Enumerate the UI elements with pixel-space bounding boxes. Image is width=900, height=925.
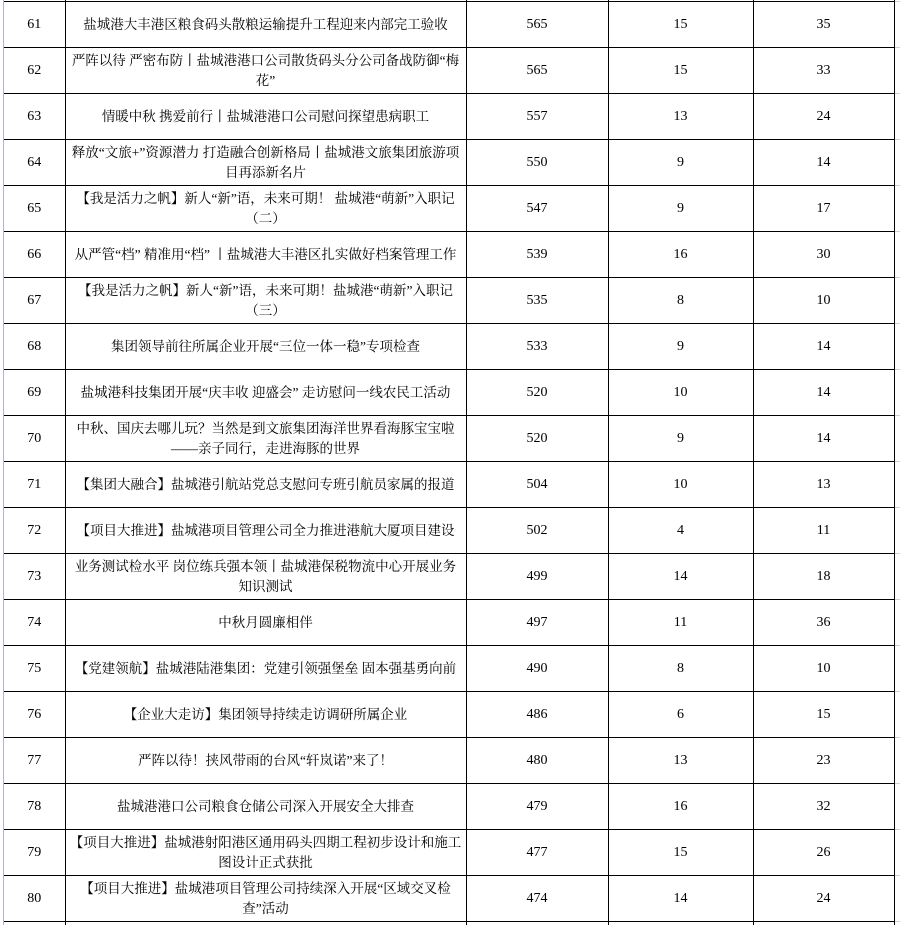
metric3-cell[interactable]: 24 — [753, 94, 894, 140]
rank-cell[interactable]: 68 — [4, 324, 65, 370]
metric2-cell[interactable]: 16 — [608, 784, 753, 830]
metric1-cell[interactable]: 502 — [466, 508, 608, 554]
table-row — [4, 48, 894, 94]
title-cell[interactable]: 从严管“档” 精准用“档” 丨盐城港大丰港区扎实做好档案管理工作 — [65, 232, 466, 278]
sheet-gridline-stubs — [895, 1, 900, 925]
partial-cell — [466, 922, 608, 925]
table-row — [4, 324, 894, 370]
title-cell[interactable]: 情暖中秋 携爱前行丨盐城港港口公司慰问探望患病职工 — [65, 94, 466, 140]
rank-cell[interactable]: 64 — [4, 140, 65, 186]
table-row — [4, 232, 894, 278]
partial-cell — [65, 922, 466, 925]
metric3-cell[interactable]: 35 — [753, 2, 894, 48]
rank-cell[interactable]: 76 — [4, 692, 65, 738]
title-cell[interactable]: 【我是活力之帆】新人“新”语，未来可期！ 盐城港“萌新”入职记（二） — [65, 186, 466, 232]
metric3-cell[interactable]: 23 — [753, 738, 894, 784]
metric3-cell[interactable]: 26 — [753, 830, 894, 876]
metric2-cell[interactable]: 9 — [608, 324, 753, 370]
title-cell[interactable]: 集团领导前往所属企业开展“三位一体一稳”专项检查 — [65, 324, 466, 370]
metric1-cell[interactable]: 535 — [466, 278, 608, 324]
rank-cell[interactable]: 63 — [4, 94, 65, 140]
metric1-cell[interactable]: 497 — [466, 600, 608, 646]
table-row — [4, 416, 894, 462]
table-row — [4, 508, 894, 554]
metric2-cell[interactable]: 9 — [608, 186, 753, 232]
title-cell[interactable]: 严阵以待 严密布防丨盐城港港口公司散货码头分公司备战防御“梅花” — [65, 48, 466, 94]
title-cell[interactable]: 严阵以待！挟风带雨的台风“轩岚诺”来了！ — [65, 738, 466, 784]
title-cell[interactable]: 【集团大融合】盐城港引航站党总支慰问专班引航员家属的报道 — [65, 462, 466, 508]
rank-cell[interactable]: 73 — [4, 554, 65, 600]
rank-cell[interactable]: 79 — [4, 830, 65, 876]
metric1-cell[interactable]: 550 — [466, 140, 608, 186]
metric2-cell[interactable]: 6 — [608, 692, 753, 738]
metric2-cell[interactable]: 13 — [608, 738, 753, 784]
rank-cell[interactable]: 80 — [4, 876, 65, 922]
metric3-cell[interactable]: 24 — [753, 876, 894, 922]
metric1-cell[interactable]: 499 — [466, 554, 608, 600]
metric2-cell[interactable]: 14 — [608, 876, 753, 922]
metric2-cell[interactable]: 14 — [608, 554, 753, 600]
title-cell[interactable]: 【项目大推进】盐城港项目管理公司全力推进港航大厦项目建设 — [65, 508, 466, 554]
metric1-cell[interactable]: 533 — [466, 324, 608, 370]
rank-cell[interactable]: 62 — [4, 48, 65, 94]
metric3-cell[interactable]: 14 — [753, 370, 894, 416]
metric1-cell[interactable]: 557 — [466, 94, 608, 140]
rank-cell[interactable]: 69 — [4, 370, 65, 416]
partial-row-bottom — [4, 922, 894, 925]
metric2-cell[interactable]: 9 — [608, 416, 753, 462]
title-cell[interactable]: 业务测试检水平 岗位练兵强本领丨盐城港保税物流中心开展业务知识测试 — [65, 554, 466, 600]
metric1-cell[interactable]: 520 — [466, 370, 608, 416]
title-cell[interactable]: 释放“文旅+”资源潜力 打造融合创新格局丨盐城港文旅集团旅游项目再添新名片 — [65, 140, 466, 186]
table-row — [4, 186, 894, 232]
metric3-cell[interactable]: 10 — [753, 646, 894, 692]
metric3-cell[interactable]: 10 — [753, 278, 894, 324]
metric2-cell[interactable]: 11 — [608, 600, 753, 646]
rank-cell[interactable]: 67 — [4, 278, 65, 324]
metric3-cell[interactable]: 17 — [753, 186, 894, 232]
metric3-cell[interactable]: 13 — [753, 462, 894, 508]
table-row — [4, 600, 894, 646]
metric3-cell[interactable]: 11 — [753, 508, 894, 554]
table-row — [4, 646, 894, 692]
rank-cell[interactable]: 72 — [4, 508, 65, 554]
rank-cell[interactable]: 74 — [4, 600, 65, 646]
title-cell[interactable]: 【我是活力之帆】新人“新”语，未来可期！盐城港“萌新”入职记（三） — [65, 278, 466, 324]
table-row — [4, 784, 894, 830]
table-row — [4, 830, 894, 876]
table-row — [4, 278, 894, 324]
metric1-cell[interactable]: 477 — [466, 830, 608, 876]
metric1-cell[interactable]: 490 — [466, 646, 608, 692]
title-cell[interactable]: 【项目大推进】盐城港射阳港区通用码头四期工程初步设计和施工图设计正式获批 — [65, 830, 466, 876]
metric1-cell[interactable]: 474 — [466, 876, 608, 922]
partial-cell — [608, 922, 753, 925]
metric3-cell[interactable]: 14 — [753, 140, 894, 186]
table-row — [4, 370, 894, 416]
metric1-cell[interactable]: 486 — [466, 692, 608, 738]
title-cell[interactable]: 中秋、国庆去哪儿玩？当然是到文旅集团海洋世界看海豚宝宝啦——亲子同行，走进海豚的世界 — [65, 416, 466, 462]
table-row — [4, 2, 894, 48]
title-cell[interactable]: 【项目大推进】盐城港项目管理公司持续深入开展“区域交叉检查”活动 — [65, 876, 466, 922]
metric3-cell[interactable]: 36 — [753, 600, 894, 646]
metric2-cell[interactable]: 15 — [608, 830, 753, 876]
rank-cell[interactable]: 61 — [4, 2, 65, 48]
metric1-cell[interactable]: 520 — [466, 416, 608, 462]
metric3-cell[interactable]: 14 — [753, 416, 894, 462]
partial-cell — [4, 922, 65, 925]
metric3-cell[interactable]: 15 — [753, 692, 894, 738]
table-row — [4, 738, 894, 784]
title-cell[interactable]: 盐城港科技集团开展“庆丰收 迎盛会” 走访慰问一线农民工活动 — [65, 370, 466, 416]
title-cell[interactable]: 盐城港港口公司粮食仓储公司深入开展安全大排查 — [65, 784, 466, 830]
title-cell[interactable]: 【企业大走访】集团领导持续走访调研所属企业 — [65, 692, 466, 738]
metric3-cell[interactable]: 30 — [753, 232, 894, 278]
metric2-cell[interactable]: 8 — [608, 646, 753, 692]
title-cell[interactable]: 中秋月圆廉相伴 — [65, 600, 466, 646]
rank-cell[interactable]: 71 — [4, 462, 65, 508]
rank-cell[interactable]: 77 — [4, 738, 65, 784]
metric2-cell[interactable]: 9 — [608, 140, 753, 186]
metric2-cell[interactable]: 8 — [608, 278, 753, 324]
title-cell[interactable]: 【党建领航】盐城港陆港集团：党建引领强堡垒 固本强基勇向前 — [65, 646, 466, 692]
metric2-cell[interactable]: 15 — [608, 48, 753, 94]
table-row — [4, 140, 894, 186]
table-row — [4, 554, 894, 600]
metric2-cell[interactable]: 16 — [608, 232, 753, 278]
metric3-cell[interactable]: 18 — [753, 554, 894, 600]
metric2-cell[interactable]: 15 — [608, 2, 753, 48]
article-stats-table — [4, 0, 895, 925]
metric1-cell[interactable]: 565 — [466, 48, 608, 94]
metric2-cell[interactable]: 4 — [608, 508, 753, 554]
metric3-cell[interactable]: 32 — [753, 784, 894, 830]
table-row — [4, 692, 894, 738]
table-row — [4, 876, 894, 922]
metric1-cell[interactable]: 480 — [466, 738, 608, 784]
table-row — [4, 94, 894, 140]
metric2-cell[interactable]: 10 — [608, 370, 753, 416]
rank-cell[interactable]: 75 — [4, 646, 65, 692]
metric2-cell[interactable]: 10 — [608, 462, 753, 508]
rank-cell[interactable]: 65 — [4, 186, 65, 232]
rank-cell[interactable]: 78 — [4, 784, 65, 830]
rank-cell[interactable]: 70 — [4, 416, 65, 462]
metric1-cell[interactable]: 539 — [466, 232, 608, 278]
metric2-cell[interactable]: 13 — [608, 94, 753, 140]
metric1-cell[interactable]: 565 — [466, 2, 608, 48]
metric3-cell[interactable]: 14 — [753, 324, 894, 370]
metric1-cell[interactable]: 479 — [466, 784, 608, 830]
rank-cell[interactable]: 66 — [4, 232, 65, 278]
metric1-cell[interactable]: 547 — [466, 186, 608, 232]
metric3-cell[interactable]: 33 — [753, 48, 894, 94]
table-row — [4, 462, 894, 508]
metric1-cell[interactable]: 504 — [466, 462, 608, 508]
title-cell[interactable]: 盐城港大丰港区粮食码头散粮运输提升工程迎来内部完工验收 — [65, 2, 466, 48]
partial-cell — [753, 922, 894, 925]
